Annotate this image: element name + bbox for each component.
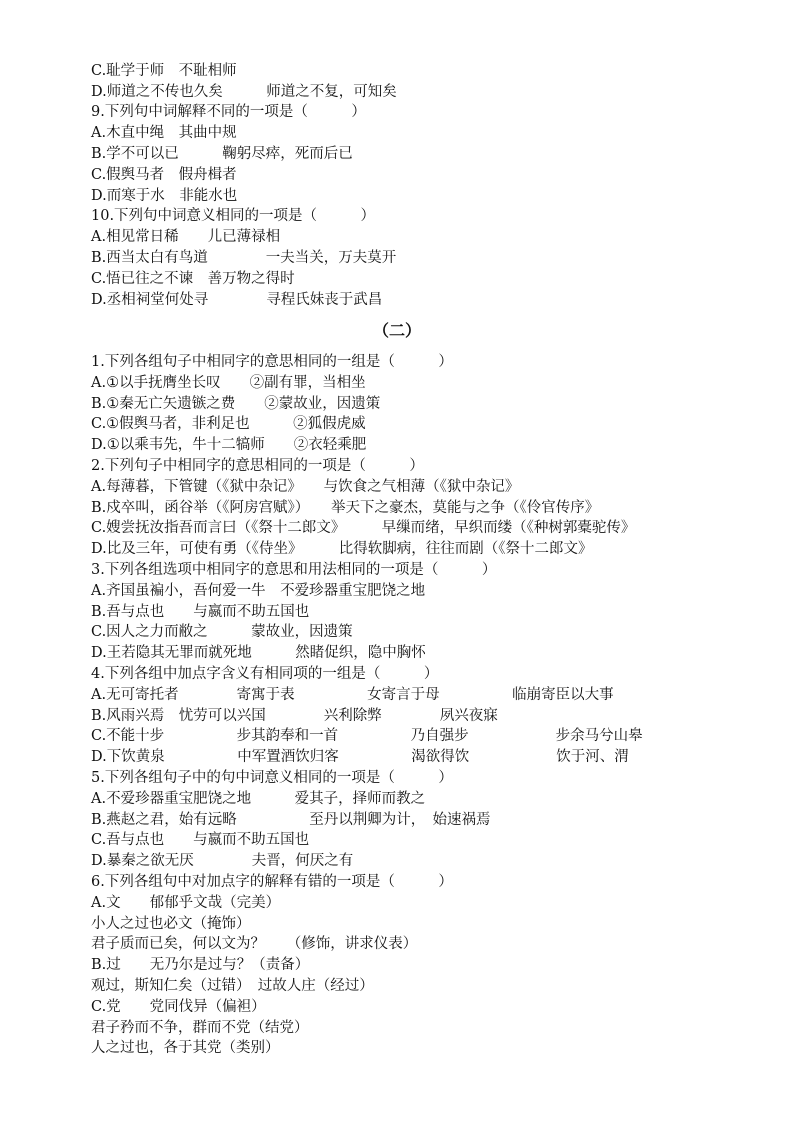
option-c-line: C.耻学于师 不耻相师 [91,63,237,79]
section-heading: （二） [372,321,421,340]
question-6-option-c: C.党 党同伐异（偏袒） [91,999,266,1015]
question-9-stem: 9.下列句中词解释不同的一项是（ ） [91,104,366,120]
question-9-option-c: C.假舆马者 假舟楫者 [91,167,237,183]
question-4-option-b: B.风雨兴焉 忧劳可以兴国 兴利除弊 夙兴夜寐 [91,708,498,724]
question-6-option-a: A.文 郁郁乎文哉（完美） [91,895,281,911]
question-10-option-d: D.丞相祠堂何处寻 寻程氏妹丧于武昌 [91,292,383,308]
question-6-option-b: B.过 无乃尔是过与？（责备） [91,957,310,973]
question-9-option-b: B.学不可以已 鞠躬尽瘁，死而后已 [91,146,353,162]
question-9-option-a: A.木直中绳 其曲中规 [91,125,237,141]
question-6-option-a-line-3: 君子质而已矣，何以文为？ （修饰，讲求仪表） [91,936,418,952]
question-2-stem: 2.下列句子中相同字的意思相同的一项是（ ） [91,458,424,474]
question-6-option-c-line-3: 人之过也，各于其党（类别） [91,1040,280,1056]
question-5-option-a: A.不爱珍器重宝肥饶之地 爱其子，择师而教之 [91,791,426,807]
question-6-option-b-line-2: 观过，斯知仁矣（过错） 过故人庄（经过） [91,978,374,994]
question-5-option-b: B.燕赵之君，始有远略 至丹以荆卿为计， 始速祸焉 [91,812,491,828]
question-4-option-d: D.下饮黄泉 中军置酒饮归客 渴欲得饮 饮于河、渭 [91,749,629,765]
question-4-option-a: A.无可寄托者 寄寓于表 女寄言于母 临崩寄臣以大事 [91,687,614,703]
question-9-option-d: D.而寒于水 非能水也 [91,188,238,204]
question-6-option-c-line-2: 君子矜而不争，群而不党（结党） [91,1020,309,1036]
question-1-option-d: D.①以乘韦先，牛十二犒师 ②衣轻乘肥 [91,437,367,453]
question-10-stem: 10.下列句中词意义相同的一项是（ ） [91,208,376,224]
question-10-option-c: C.悟已往之不谏 善万物之得时 [91,271,295,287]
question-1-option-b: B.①秦无亡矢遗镞之费 ②蒙故业，因遗策 [91,396,381,412]
question-4-option-c: C.不能十步 步其韵奉和一首 乃自强步 步余马兮山皋 [91,728,643,744]
question-1-option-a: A.①以手抚膺坐长叹 ②副有罪，当相坐 [91,375,366,391]
question-2-option-b: B.戍卒叫，函谷举（《阿房宫赋》） 举天下之豪杰，莫能与之争（《伶官传序》 [91,500,600,516]
question-6-option-a-line-2: 小人之过也必文（掩饰） [91,916,251,932]
question-5-stem: 5.下列各组句子中的句中词意义相同的一项是（ ） [91,770,453,786]
question-10-option-b: B.西当太白有鸟道 一夫当关，万夫莫开 [91,250,397,266]
question-3-option-b: B.吾与点也 与嬴而不助五国也 [91,604,310,620]
question-2-option-d: D.比及三年，可使有勇（《侍坐》 比得软脚病，往往而剧（《祭十二郎文》 [91,541,593,557]
question-3-option-a: A.齐国虽褊小，吾何爱一牛 不爱珍器重宝肥饶之地 [91,583,426,599]
question-1-option-c: C.①假舆马者，非利足也 ②狐假虎威 [91,416,366,432]
question-4-stem: 4.下列各组中加点字含义有相同项的一组是（ ） [91,666,439,682]
question-2-option-c: C.嫂尝抚汝指吾而言曰（《祭十二郎文》 早缫而绪，早织而缕（《种树郭橐驼传》 [91,520,636,536]
question-3-stem: 3.下列各组选项中相同字的意思和用法相同的一项是（ ） [91,562,497,578]
question-2-option-a: A.每薄暮，下管键（《狱中杂记》 与饮食之气相薄（《狱中杂记》 [91,479,520,495]
question-1-stem: 1.下列各组句子中相同字的意思相同的一组是（ ） [91,354,453,370]
option-d-line: D.师道之不传也久矣 师道之不复，可知矣 [91,84,397,100]
question-6-stem: 6.下列各组句中对加点字的解释有错的一项是（ ） [91,874,453,890]
question-3-option-d: D.王若隐其无罪而就死地 然睹促织，隐中胸怀 [91,645,426,661]
question-10-option-a: A.相见常日稀 儿已薄禄相 [91,229,281,245]
question-5-option-d: D.暴秦之欲无厌 夫晋，何厌之有 [91,853,354,869]
question-5-option-c: C.吾与点也 与嬴而不助五国也 [91,832,310,848]
question-3-option-c: C.因人之力而敝之 蒙故业，因遗策 [91,624,353,640]
